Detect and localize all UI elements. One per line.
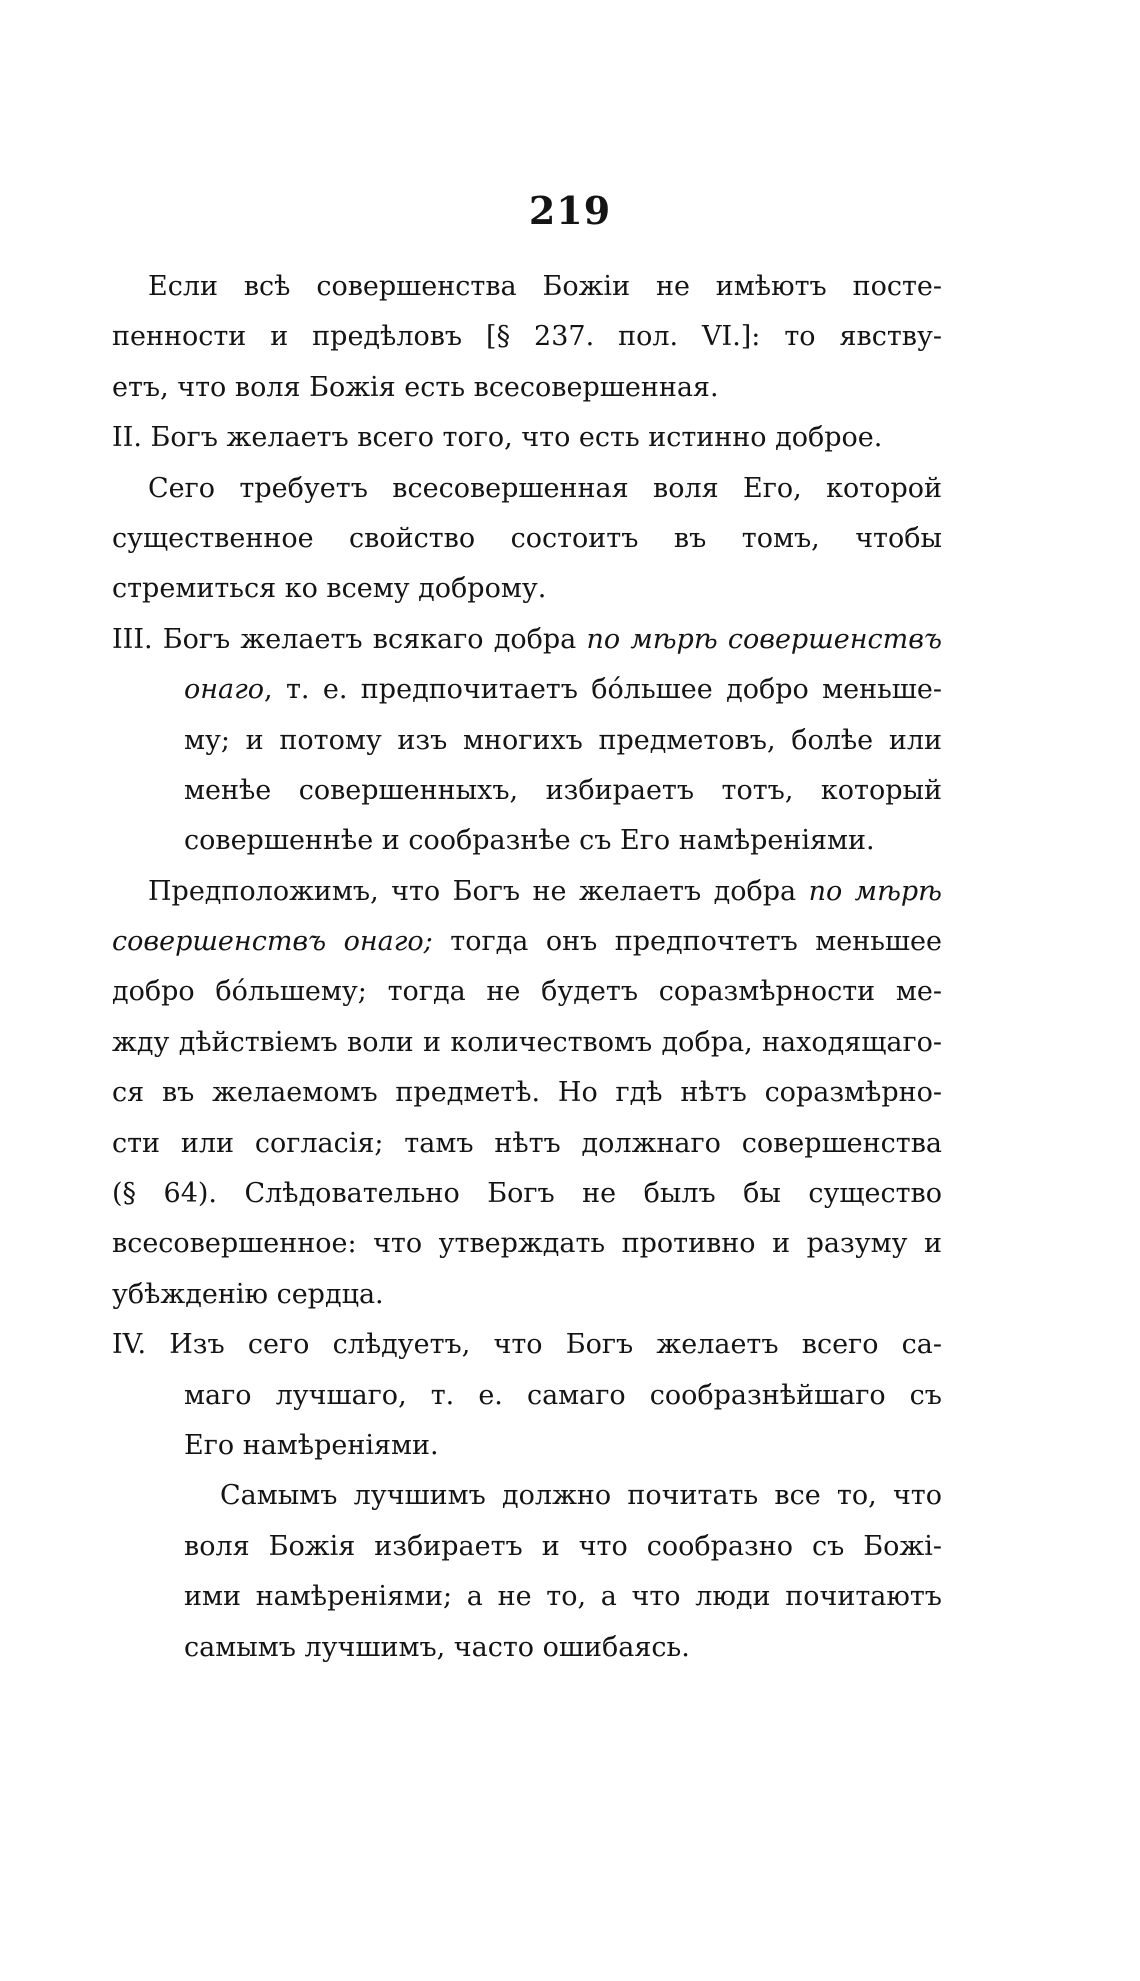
text-line: ими намѣренiями; а не то, а что люди почитаютъ [184, 1581, 942, 1613]
text-line [112, 665, 942, 715]
numbered-point-2: II. Богъ желаетъ всего того, что есть истинно доброе. [112, 422, 883, 454]
text-line: маго лучшаго, т. е. самаго сообразнѣйшаго съ [184, 1379, 942, 1411]
text-line: пенности и предѣловъ [§ 237. пол. VI.]: то явству- [112, 321, 942, 353]
page-text [112, 262, 942, 1673]
text-run: Предположимъ, что Богъ не желаетъ добра [148, 875, 809, 907]
text-line: Самымъ лучшимъ должно почитать все то, что [220, 1480, 942, 1512]
text-line: сти или согласiя; тамъ нѣтъ должнаго совершенства [112, 1127, 942, 1159]
numbered-point-4: IV. Изъ сего слѣдуетъ, что Богъ желаетъ всего са- [112, 1329, 942, 1361]
text-line: совершеннѣе и сообразнѣе съ Его намѣренiями. [184, 825, 875, 857]
text-line: ся въ желаемомъ предметѣ. Но гдѣ нѣтъ соразмѣрно- [112, 1077, 942, 1109]
text-line [112, 867, 942, 917]
text-line [112, 917, 942, 967]
text-line: добро бóльшему; тогда не будетъ соразмѣрности ме- [112, 976, 942, 1008]
text-run: III. Богъ желаетъ всякаго добра [112, 623, 587, 655]
text-line: существенное свойство состоитъ въ томъ, чтобы [112, 522, 942, 554]
text-run: тогда онъ предпочтетъ меньшее [432, 926, 942, 958]
text-line: Его намѣренiями. [184, 1429, 439, 1461]
text-line: жду дѣйствiемъ воли и количествомъ добра, находящаго- [112, 1026, 942, 1058]
text-line: убѣжденiю сердца. [112, 1278, 384, 1310]
page-number: 219 [528, 188, 612, 233]
italic-phrase: совершенствъ онаго; [112, 926, 433, 958]
text-line: стремиться ко всему доброму. [112, 573, 547, 605]
italic-phrase: по мѣрѣ [808, 875, 942, 907]
text-line: самымъ лучшимъ, часто ошибаясь. [184, 1631, 690, 1663]
text-line: всесовершенное: что утверждать противно и разуму и [112, 1228, 942, 1260]
text-line: (§ 64). Слѣдовательно Богъ не былъ бы существо [112, 1178, 942, 1210]
numbered-point-3 [112, 615, 942, 665]
text-line: Сего требуетъ всесовершенная воля Его, которой [148, 472, 942, 504]
text-line: Если всѣ совершенства Божiи не имѣютъ посте- [148, 271, 942, 302]
text-line: му; и потому изъ многихъ предметовъ, болѣе или [184, 724, 942, 756]
text-run: , т. е. предпочитаетъ бóльшее добро меньше- [264, 674, 942, 706]
italic-phrase: по мѣрѣ совершенствъ [586, 623, 942, 655]
italic-phrase: онаго [184, 674, 265, 706]
text-line: менѣе совершенныхъ, избираетъ тотъ, который [184, 774, 942, 806]
text-line: воля Божiя избираетъ и что сообразно съ Божi- [184, 1530, 942, 1562]
text-line: етъ, что воля Божiя есть всесовершенная. [112, 371, 719, 403]
